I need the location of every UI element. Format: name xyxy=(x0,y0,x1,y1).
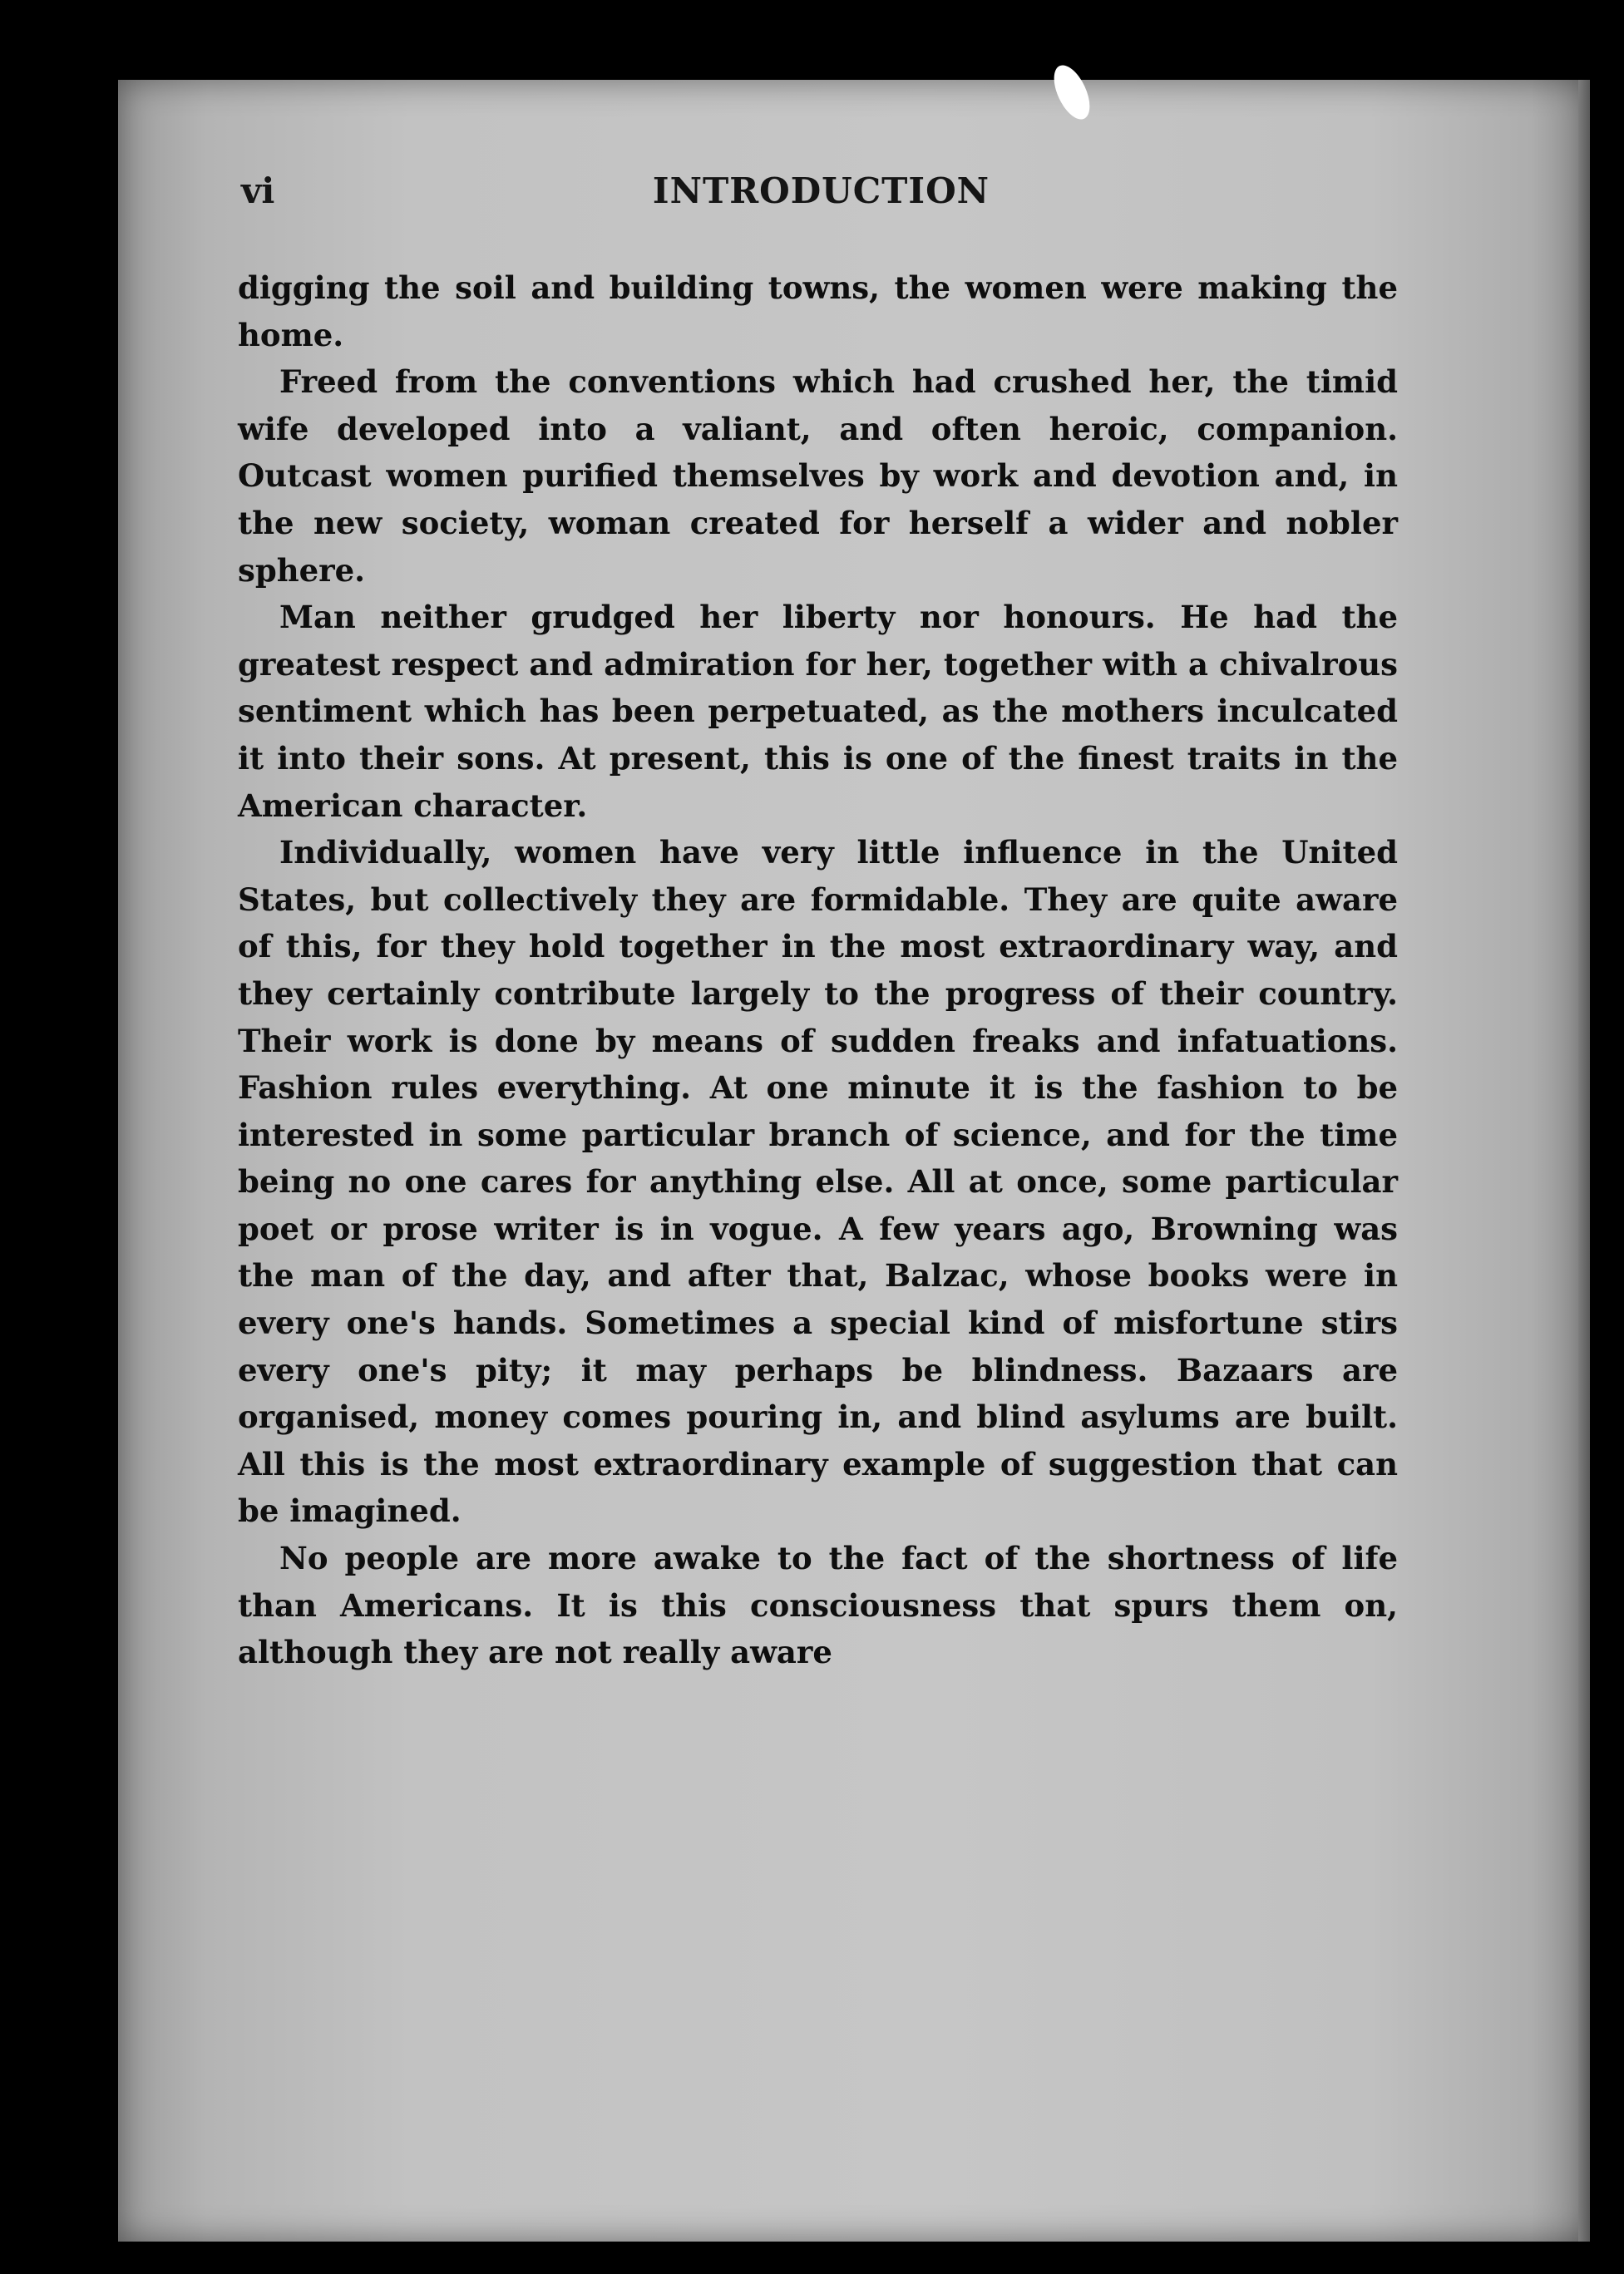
paragraph: Individually, women have very little influence in the United States, but collectively they are formidable. They are quite aware of this, for they hold together in the most extraordinary way, and they certainly contribute largely to the progress of their country. Their work is done by means of sudden freaks and infatuations. Fashion rules everything. At one minute it is the fashion to be interested in some particular branch of science, and for the time being no one cares for anything else. All at once, some particular poet or prose writer is in vogue. A few years ago, Browning was the man of the day, and after that, Balzac, whose books were in every one's hands. Sometimes a special kind of misfortune stirs every one's pity; it may perhaps be blindness. Bazaars are organised, money comes pouring in, and blind asylums are built. All this is the most extraordinary example of suggestion that can be imagined. xyxy=(238,834,1398,1530)
page-edge xyxy=(1578,80,1590,2242)
page-number: vi xyxy=(241,170,275,211)
page-header xyxy=(241,170,1401,237)
paper-blemish xyxy=(1047,60,1097,125)
paragraph: digging the soil and building towns, the women were making the home. xyxy=(238,269,1398,353)
paragraph: Man neither grudged her liberty nor honours. He had the greatest respect and admiration for her, together with a chivalrous sentiment which has been perpetuated, as the mothers inculcated it into their sons. At present, this is one of the finest traits in the American character. xyxy=(238,599,1398,824)
running-title: INTRODUCTION xyxy=(652,170,990,211)
body-text xyxy=(238,264,1398,1676)
paragraph: Freed from the conventions which had crushed her, the timid wife developed into a valiant, and often heroic, companion. Outcast women purified themselves by work and devotion and, in the new society, woman created for herself a wider and nobler sphere. xyxy=(238,363,1398,589)
paragraph: No people are more awake to the fact of the shortness of life than Americans. It is this consciousness that spurs them on, although they are not really aware xyxy=(238,1540,1398,1671)
